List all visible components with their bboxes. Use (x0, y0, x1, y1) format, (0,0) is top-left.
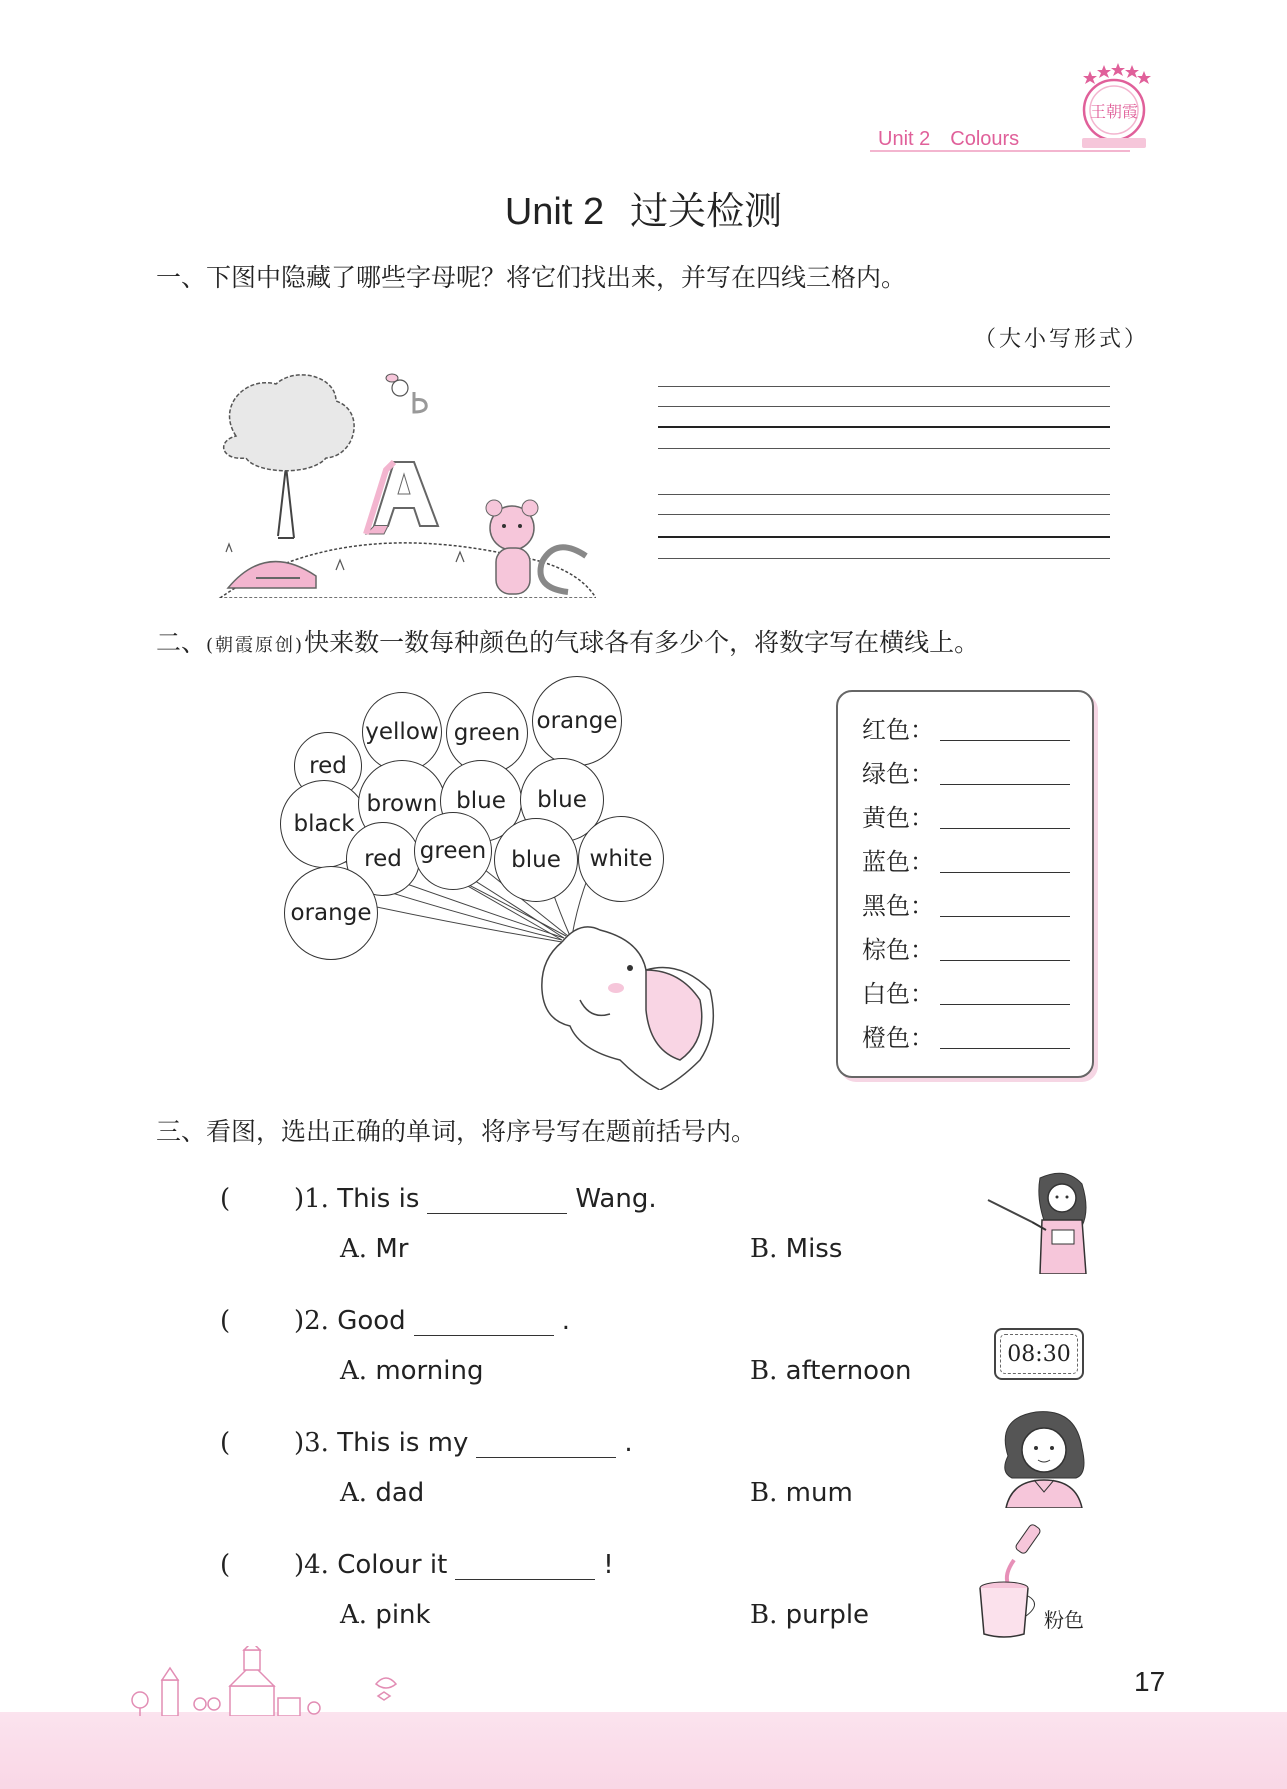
footer-band (0, 1712, 1287, 1789)
q1-answer-slot[interactable]: ( (220, 1184, 231, 1214)
balloon-orange-2: orange (284, 866, 378, 960)
topic-label: Colours (950, 128, 1020, 150)
answer-row-green[interactable]: 绿色： (862, 754, 1070, 789)
q3-option-a[interactable]: A. dad (340, 1478, 425, 1508)
balloon-yellow: yellow (362, 692, 442, 772)
footer-castle-decoration (118, 1646, 418, 1716)
section3-heading: 三、看图，选出正确的单词，将序号写在题前括号内。 (156, 1117, 757, 1146)
balloon-red-2: red (346, 822, 420, 896)
publisher-logo (1074, 62, 1154, 150)
writing-lines[interactable] (658, 386, 1110, 564)
q4-option-a[interactable]: A. pink (340, 1600, 431, 1630)
answer-row-orange[interactable]: 橙色： (862, 1018, 1070, 1053)
balloon-blue-1: blue (440, 760, 522, 842)
section2-tag: (朝霞原创) (206, 635, 305, 656)
logo-text: 王朝霞 (1089, 102, 1139, 121)
balloon-blue-2: blue (520, 758, 604, 842)
section2-heading (156, 623, 979, 659)
balloon-white: white (578, 816, 664, 902)
answer-row-red[interactable]: 红色： (862, 710, 1070, 745)
answer-row-brown[interactable]: 棕色： (862, 930, 1070, 965)
hidden-letters-picture (216, 366, 596, 598)
color-count-box (836, 690, 1094, 1078)
question-1: ( )1. This is Wang. (220, 1184, 657, 1214)
q1-option-a[interactable]: A. Mr (340, 1234, 409, 1264)
question-3: ( )3. This is my . (220, 1428, 633, 1458)
title-text: 过关检测 (630, 191, 783, 233)
q2-option-a[interactable]: A. morning (340, 1356, 484, 1386)
section1-heading: 一、下图中隐藏了哪些字母呢？将它们找出来，并写在四线三格内。 (156, 263, 907, 292)
q3-option-b[interactable]: B. mum (750, 1478, 853, 1508)
teacher-picture (986, 1170, 1096, 1274)
title-unit: Unit 2 (504, 191, 605, 233)
page-number: 17 (1134, 1666, 1166, 1697)
q1-option-b[interactable]: B. Miss (750, 1234, 843, 1264)
unit-header (878, 128, 1039, 151)
q3-answer-slot[interactable]: ( (220, 1428, 231, 1458)
q4-blank (455, 1553, 595, 1580)
q3-blank (476, 1431, 616, 1458)
balloon-black: black (280, 780, 368, 868)
q2-option-b[interactable]: B. afternoon (750, 1356, 912, 1386)
footer-bird-icon (374, 1672, 398, 1692)
answer-row-black[interactable]: 黑色： (862, 886, 1070, 921)
paint-bucket-picture (974, 1524, 1050, 1640)
q1-blank (427, 1187, 567, 1214)
balloon-green-1: green (446, 692, 528, 774)
section2-text: 快来数一数每种颜色的气球各有多少个，将数字写在横线上。 (304, 628, 980, 657)
q4-answer-slot[interactable]: ( (220, 1550, 231, 1580)
q4-option-b[interactable]: B. purple (750, 1600, 870, 1630)
balloon-blue-3: blue (494, 818, 578, 902)
header-underline (870, 150, 1130, 152)
answer-row-yellow[interactable]: 黄色： (862, 798, 1070, 833)
balloon-green-2: green (414, 812, 492, 890)
question-4: ( )4. Colour it ! (220, 1550, 614, 1580)
q2-blank (414, 1309, 554, 1336)
section2-prefix: 二、 (156, 628, 207, 657)
page-title (0, 180, 1287, 235)
answer-row-blue[interactable]: 蓝色： (862, 842, 1070, 877)
clock-icon (994, 1328, 1084, 1380)
q2-answer-slot[interactable]: ( (220, 1306, 231, 1336)
clock-time: 08:30 (1000, 1334, 1078, 1374)
unit-label: Unit 2 (878, 128, 931, 150)
balloon-orange-1: orange (532, 676, 622, 766)
answer-row-white[interactable]: 白色： (862, 974, 1070, 1009)
pink-label: 粉色 (1044, 1608, 1084, 1632)
section1-note: （大小写形式） (974, 327, 1150, 352)
balloon-brown: brown (358, 760, 446, 848)
balloon-red-1: red (294, 732, 362, 800)
question-2: ( )2. Good . (220, 1306, 570, 1336)
mum-picture (996, 1408, 1092, 1508)
